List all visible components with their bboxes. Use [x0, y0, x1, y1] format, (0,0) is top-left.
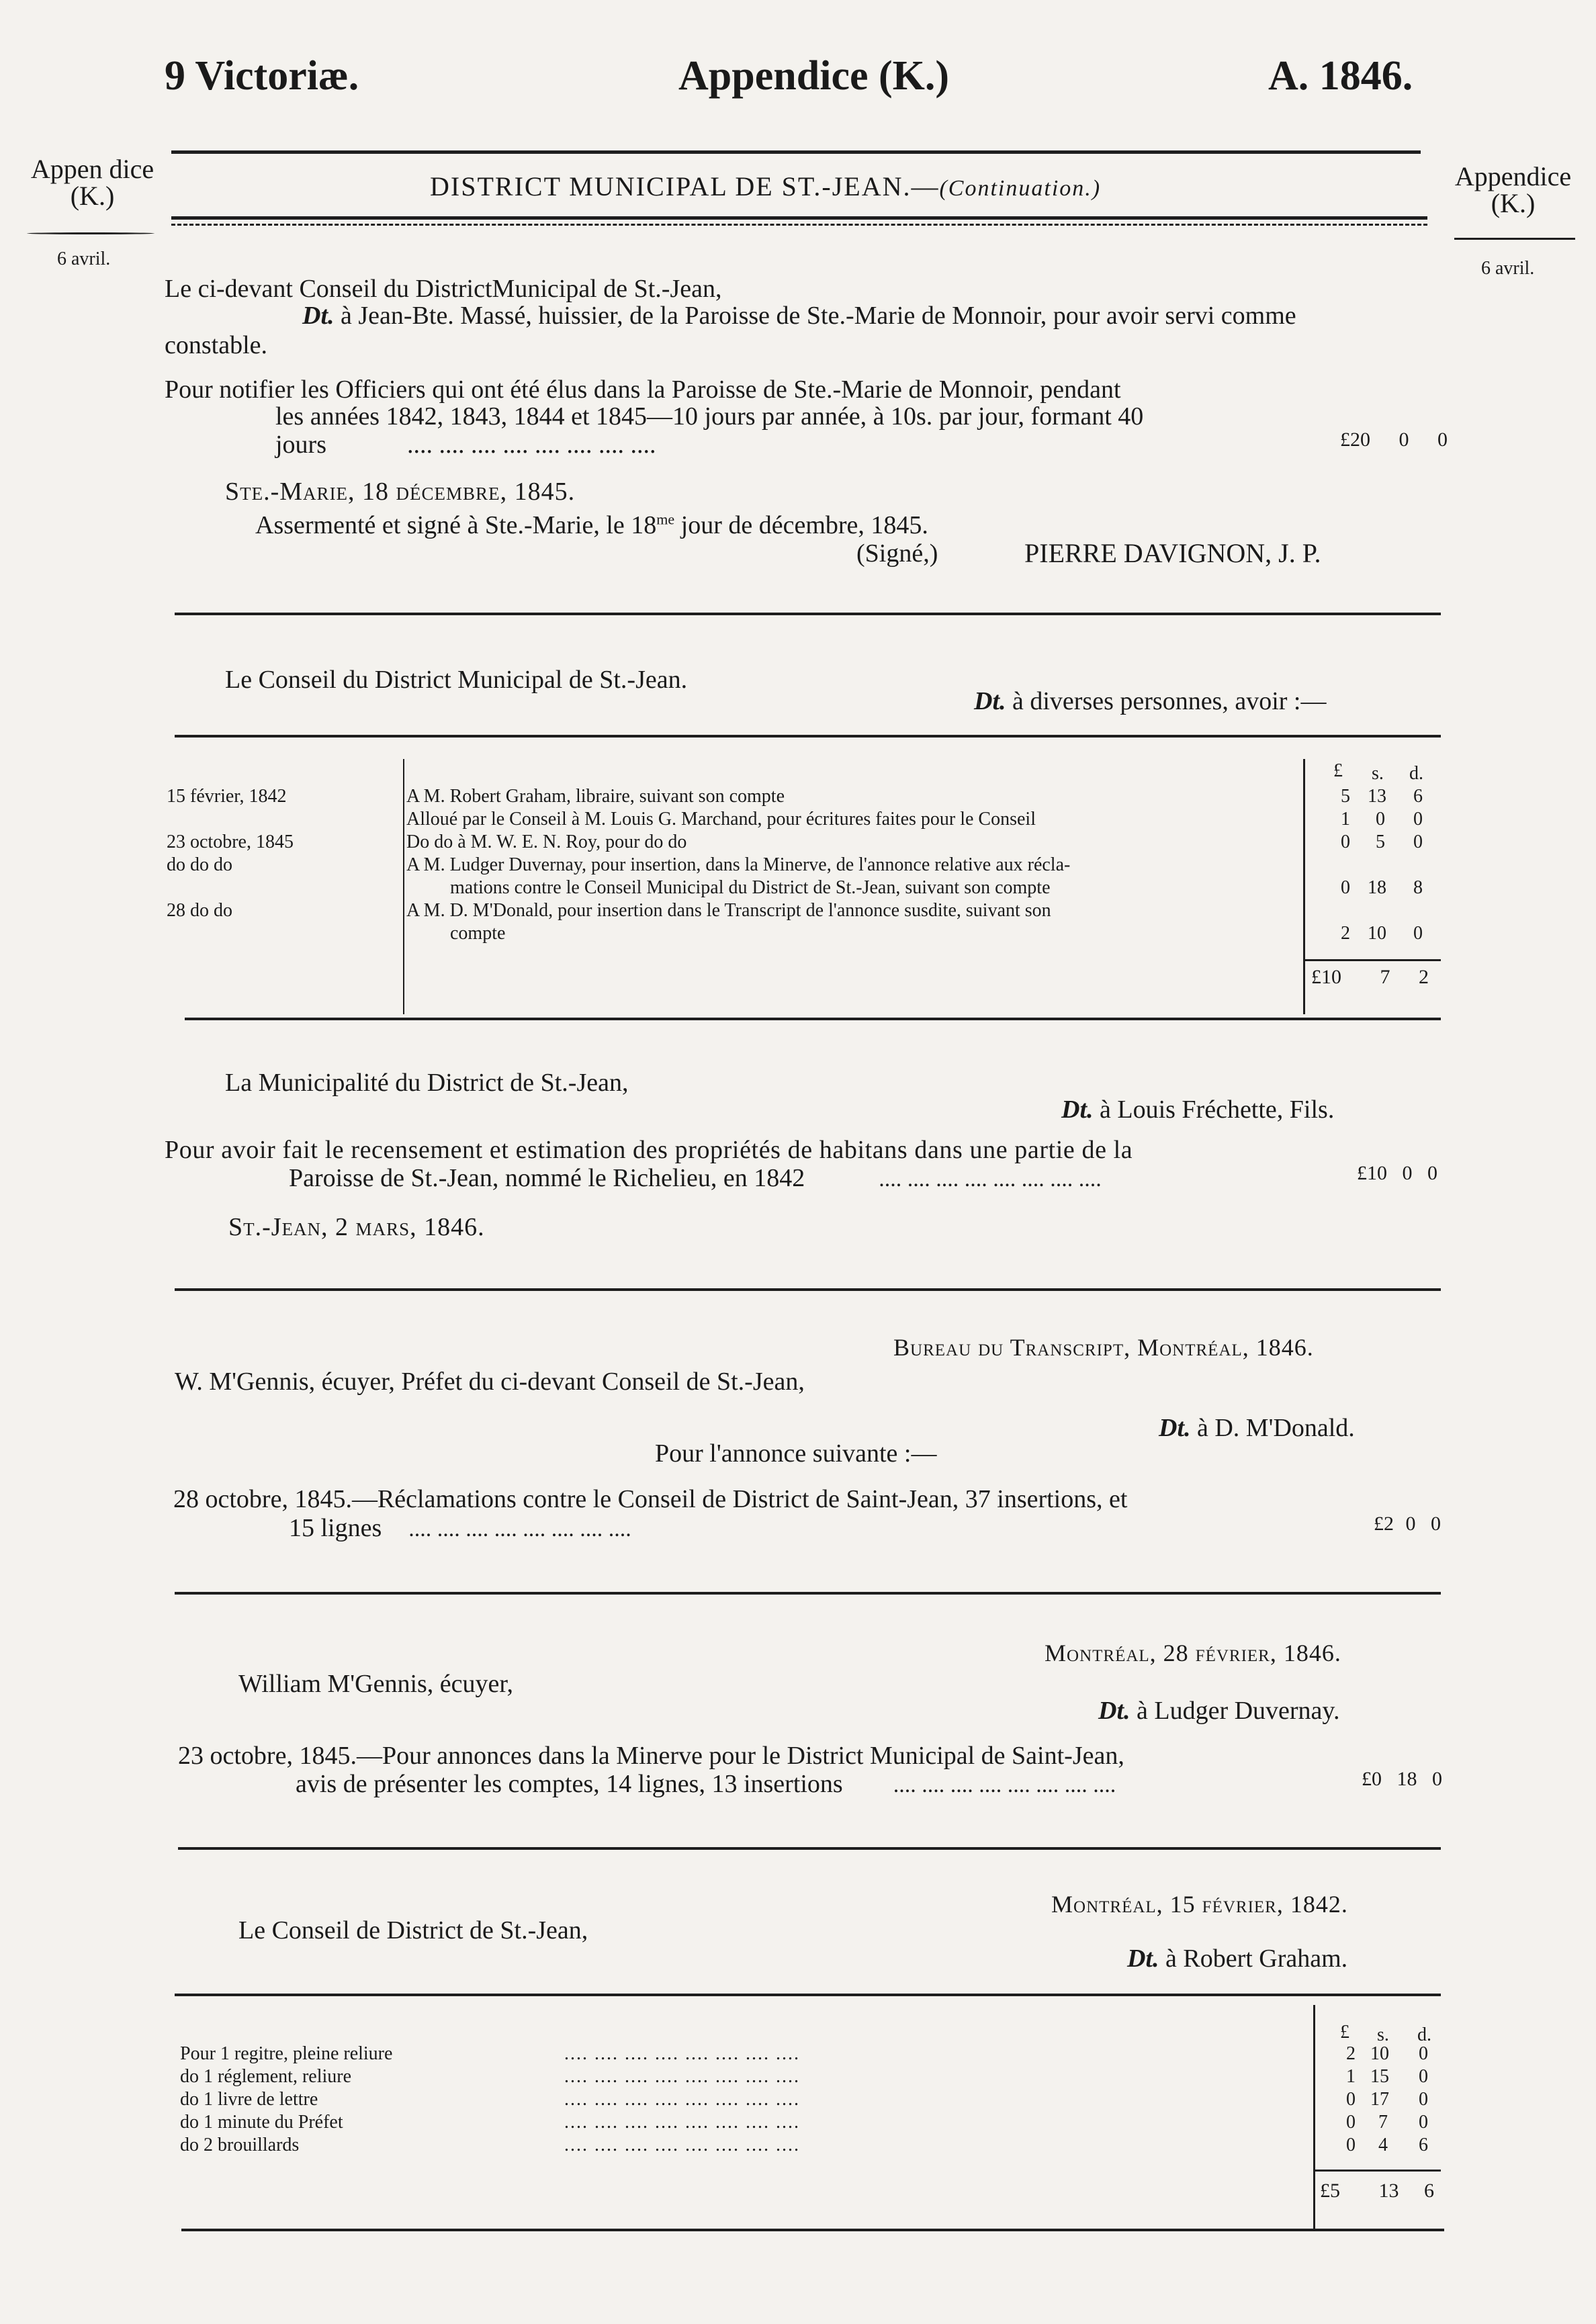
ledger-desc: do 1 livre de lettre — [180, 2089, 318, 2110]
entry4-debtor: W. M'Gennis, écuyer, Préfet du ci-devant Conseil de St.-Jean, — [175, 1368, 805, 1396]
entry1-place-date: Ste.-Marie, 18 décembre, 1845. — [225, 478, 576, 506]
entry3-item-line2 — [289, 1163, 1102, 1193]
entry6-head-s: s. — [1377, 2024, 1389, 2045]
amount-pence: 0 — [1432, 1768, 1442, 1790]
entry4-subhead: Pour l'annonce suivante :— — [655, 1439, 937, 1468]
total-shillings: 7 — [1380, 966, 1390, 988]
ledger-desc-cont: compte — [450, 923, 506, 944]
dt-label: Dt. — [302, 302, 335, 330]
separator-4 — [175, 1592, 1441, 1595]
entry2-total — [1311, 966, 1429, 989]
dt-label: Dt. — [974, 687, 1006, 715]
ledger-desc: Do do à M. W. E. N. Roy, pour do do — [406, 832, 687, 852]
entry1-item-word: jours — [275, 431, 326, 459]
entry2-head-l: £ — [1333, 760, 1343, 781]
leader-dots: .... .... .... .... .... .... .... .... — [564, 2043, 800, 2064]
header-left: 9 Victoriæ. — [165, 53, 359, 99]
leader-dots: .... .... .... .... .... .... .... .... — [879, 1167, 1102, 1192]
entry6-debtor: Le Conseil de District de St.-Jean, — [238, 1916, 588, 1945]
entry1-signature: PIERRE DAVIGNON, J. P. — [1024, 538, 1321, 568]
entry2-creditor-text: à diverses personnes, avoir :— — [1012, 687, 1327, 715]
amount-shillings: 15 — [1370, 2066, 1389, 2087]
entry2-creditor — [974, 686, 1327, 716]
amount-pence: 0 — [1437, 429, 1448, 451]
entry6-place-date: Montréal, 15 février, 1842. — [1051, 1891, 1348, 1918]
ledger-desc: A M. Robert Graham, libraire, suivant son compte — [406, 786, 785, 807]
amount-shillings: 18 — [1368, 877, 1386, 898]
entry2-col-rule — [403, 759, 404, 1014]
entry4-office: Bureau du Transcript, Montréal, 1846. — [893, 1334, 1314, 1361]
entry2-total-rule — [1303, 959, 1441, 961]
amount-shillings: 10 — [1368, 923, 1386, 944]
entry1-creditor — [302, 301, 1296, 330]
entry5-debtor: William M'Gennis, écuyer, — [238, 1670, 514, 1698]
amount-pounds: £2 — [1374, 1513, 1394, 1535]
entry3-item-line1: Pour avoir fait le recensement et estimation des propriétés de habitans dans une partie de la — [165, 1136, 1133, 1164]
sworn-text: Assermenté et signé à Ste.-Marie, le 18 — [255, 511, 657, 539]
entry4-item-text: 15 lignes — [289, 1514, 382, 1542]
dt-label: Dt. — [1098, 1697, 1130, 1725]
amount-pence: 0 — [1419, 2043, 1428, 2064]
section-title — [430, 171, 1101, 202]
entry6-head-l: £ — [1340, 2022, 1349, 2043]
amount-pounds: 2 — [1346, 2043, 1356, 2064]
sworn-sup: me — [656, 510, 675, 528]
separator-1 — [175, 613, 1441, 615]
top-rule — [171, 150, 1421, 154]
entry1-creditor-text: à Jean-Bte. Massé, huissier, de la Paroisse de Ste.-Marie de Monnoir, pour avoir servi comme — [341, 302, 1296, 330]
total-pence: 2 — [1419, 966, 1429, 988]
separator-3 — [175, 1288, 1441, 1291]
entry6-table-top — [175, 1994, 1441, 1996]
margin-right-date: 6 avril. — [1481, 258, 1535, 279]
ledger-date: do do do — [167, 854, 232, 875]
ledger-desc-cont: mations contre le Conseil Municipal du District de St.-Jean, suivant son compte — [450, 877, 1051, 898]
entry5-creditor — [1098, 1696, 1339, 1726]
entry1-signed-label: (Signé,) — [856, 539, 938, 568]
separator-2 — [185, 1018, 1441, 1020]
amount-pounds: 1 — [1346, 2066, 1356, 2087]
amount-pence: 6 — [1413, 786, 1423, 807]
amount-shillings: 18 — [1396, 1768, 1417, 1790]
entry1-debtor: Le ci-devant Conseil du DistrictMunicipal de St.-Jean, — [165, 275, 722, 303]
entry1-creditor-cont: constable. — [165, 331, 268, 359]
amount-shillings: 4 — [1378, 2135, 1388, 2155]
amount-pence: 0 — [1413, 832, 1423, 852]
bottom-rule — [181, 2229, 1444, 2231]
amount-pence: 0 — [1427, 1162, 1437, 1184]
entry4-amount — [1357, 1513, 1441, 1535]
leader-dots: .... .... .... .... .... .... .... .... — [407, 431, 656, 459]
amount-shillings: 0 — [1405, 1513, 1416, 1535]
leader-dots: .... .... .... .... .... .... .... .... — [564, 2112, 800, 2133]
margin-left-rule — [27, 232, 154, 234]
amount-pounds: 0 — [1346, 2135, 1356, 2155]
amount-shillings: 0 — [1402, 1162, 1413, 1184]
ledger-date: 15 février, 1842 — [167, 786, 287, 807]
entry3-debtor: La Municipalité du District de St.-Jean, — [225, 1069, 629, 1097]
amount-pounds: 0 — [1346, 2112, 1356, 2133]
amount-pence: 8 — [1413, 877, 1423, 898]
section-title-sub: (Continuation.) — [939, 176, 1102, 201]
amount-pence: 0 — [1413, 923, 1423, 944]
dt-label: Dt. — [1159, 1414, 1191, 1442]
leader-dots: .... .... .... .... .... .... .... .... — [564, 2135, 800, 2155]
entry3-amount — [1337, 1162, 1437, 1185]
ledger-date: 23 octobre, 1845 — [167, 832, 294, 852]
amount-shillings: 0 — [1376, 809, 1385, 830]
amount-pence: 0 — [1419, 2112, 1428, 2133]
ledger-desc: do 2 brouillards — [180, 2135, 300, 2155]
entry3-creditor-text: à Louis Fréchette, Fils. — [1100, 1096, 1335, 1124]
header-right: A. 1846. — [1268, 53, 1413, 99]
entry1-amount — [1310, 429, 1448, 451]
title-rule — [171, 216, 1427, 226]
entry1-item-line3 — [275, 430, 656, 459]
entry4-creditor-text: à D. M'Donald. — [1197, 1414, 1355, 1442]
entry6-amount-rule — [1313, 2005, 1315, 2230]
dt-label: Dt. — [1127, 1945, 1159, 1973]
entry2-head-d: d. — [1409, 763, 1423, 784]
margin-left-date: 6 avril. — [57, 249, 111, 269]
ledger-desc: do 1 minute du Préfet — [180, 2112, 343, 2133]
entry4-item-line2 — [289, 1513, 631, 1543]
leader-dots: .... .... .... .... .... .... .... .... — [893, 1773, 1116, 1797]
amount-pounds: 0 — [1346, 2089, 1356, 2110]
ledger-desc: A M. Ludger Duvernay, pour insertion, dans la Minerve, de l'annonce relative aux récla- — [406, 854, 1071, 875]
separator-5 — [178, 1847, 1441, 1850]
amount-pence: 0 — [1431, 1513, 1441, 1535]
ledger-desc: Alloué par le Conseil à M. Louis G. Marchand, pour écritures faites pour le Conseil — [406, 809, 1036, 830]
entry6-head-d: d. — [1417, 2024, 1431, 2045]
amount-pounds: 0 — [1341, 832, 1350, 852]
entry5-amount — [1345, 1768, 1442, 1791]
section-title-main: DISTRICT MUNICIPAL DE ST.-JEAN.— — [430, 171, 940, 202]
amount-pounds: 5 — [1341, 786, 1350, 807]
entry5-place-date: Montréal, 28 février, 1846. — [1045, 1640, 1341, 1666]
amount-pence: 6 — [1419, 2135, 1428, 2155]
ledger-date: 28 do do — [167, 900, 232, 921]
amount-shillings: 13 — [1368, 786, 1386, 807]
entry3-place-date: St.-Jean, 2 mars, 1846. — [228, 1213, 485, 1241]
amount-pounds: 2 — [1341, 923, 1350, 944]
header-center: Appendice (K.) — [678, 53, 949, 99]
leader-dots: .... .... .... .... .... .... .... .... — [408, 1517, 631, 1541]
total-pence: 6 — [1424, 2180, 1434, 2202]
entry6-creditor-text: à Robert Graham. — [1165, 1945, 1348, 1973]
ledger-desc: A M. D. M'Donald, pour insertion dans le Transcript de l'annonce susdite, suivant son — [406, 900, 1051, 921]
entry6-total — [1320, 2180, 1434, 2202]
sworn-end: jour de décembre, 1845. — [680, 511, 928, 539]
amount-pounds: £20 — [1340, 429, 1370, 451]
entry2-amount-rule — [1303, 759, 1305, 1014]
amount-pounds: 0 — [1341, 877, 1350, 898]
leader-dots: .... .... .... .... .... .... .... .... — [564, 2066, 800, 2087]
entry1-sworn — [255, 510, 928, 540]
entry3-item-text: Paroisse de St.-Jean, nommé le Richelieu, en 1842 — [289, 1164, 805, 1192]
total-pounds: £5 — [1320, 2180, 1340, 2202]
amount-pounds: £0 — [1362, 1768, 1382, 1790]
amount-pence: 0 — [1413, 809, 1423, 830]
entry6-creditor — [1127, 1944, 1347, 1973]
total-pounds: £10 — [1311, 966, 1341, 988]
amount-shillings: 5 — [1376, 832, 1385, 852]
entry5-item-line1: 23 octobre, 1845.—Pour annonces dans la Minerve pour le District Municipal de Saint-Jean, — [178, 1742, 1124, 1770]
amount-pence: 0 — [1419, 2066, 1428, 2087]
total-shillings: 13 — [1378, 2180, 1399, 2202]
entry1-item-line1: Pour notifier les Officiers qui ont été élus dans la Paroisse de Ste.-Marie de Monnoir, pendant — [165, 375, 1121, 404]
amount-pounds: 1 — [1341, 809, 1350, 830]
entry2-debtor: Le Conseil du District Municipal de St.-Jean. — [225, 666, 688, 694]
entry2-head-s: s. — [1372, 763, 1384, 784]
amount-shillings: 17 — [1370, 2089, 1389, 2110]
entry6-total-rule — [1313, 2170, 1441, 2172]
entry5-item-line2 — [296, 1769, 1116, 1799]
leader-dots: .... .... .... .... .... .... .... .... — [564, 2089, 800, 2110]
amount-shillings: 10 — [1370, 2043, 1389, 2064]
entry5-item-text: avis de présenter les comptes, 14 lignes, 13 insertions — [296, 1770, 843, 1798]
amount-shillings: 7 — [1378, 2112, 1388, 2133]
entry2-table-top — [175, 735, 1441, 738]
entry4-item-line1: 28 octobre, 1845.—Réclamations contre le Conseil de District de Saint-Jean, 37 insertions, et — [173, 1485, 1128, 1513]
ledger-desc: Pour 1 regitre, pleine reliure — [180, 2043, 393, 2064]
entry1-item-line2: les années 1842, 1843, 1844 et 1845—10 jours par année, à 10s. par jour, formant 40 — [275, 402, 1144, 431]
entry5-creditor-text: à Ludger Duvernay. — [1137, 1697, 1340, 1725]
dt-label: Dt. — [1061, 1096, 1094, 1124]
margin-right-rule — [1454, 238, 1575, 240]
margin-right-label: Appendice (K.) — [1454, 161, 1572, 218]
margin-left-label: Appen dice (K.) — [30, 154, 154, 211]
entry4-creditor — [1159, 1413, 1355, 1443]
entry3-creditor — [1061, 1095, 1334, 1124]
amount-pence: 0 — [1419, 2089, 1428, 2110]
amount-shillings: 0 — [1399, 429, 1409, 451]
amount-pounds: £10 — [1357, 1162, 1387, 1184]
ledger-desc: do 1 réglement, reliure — [180, 2066, 352, 2087]
